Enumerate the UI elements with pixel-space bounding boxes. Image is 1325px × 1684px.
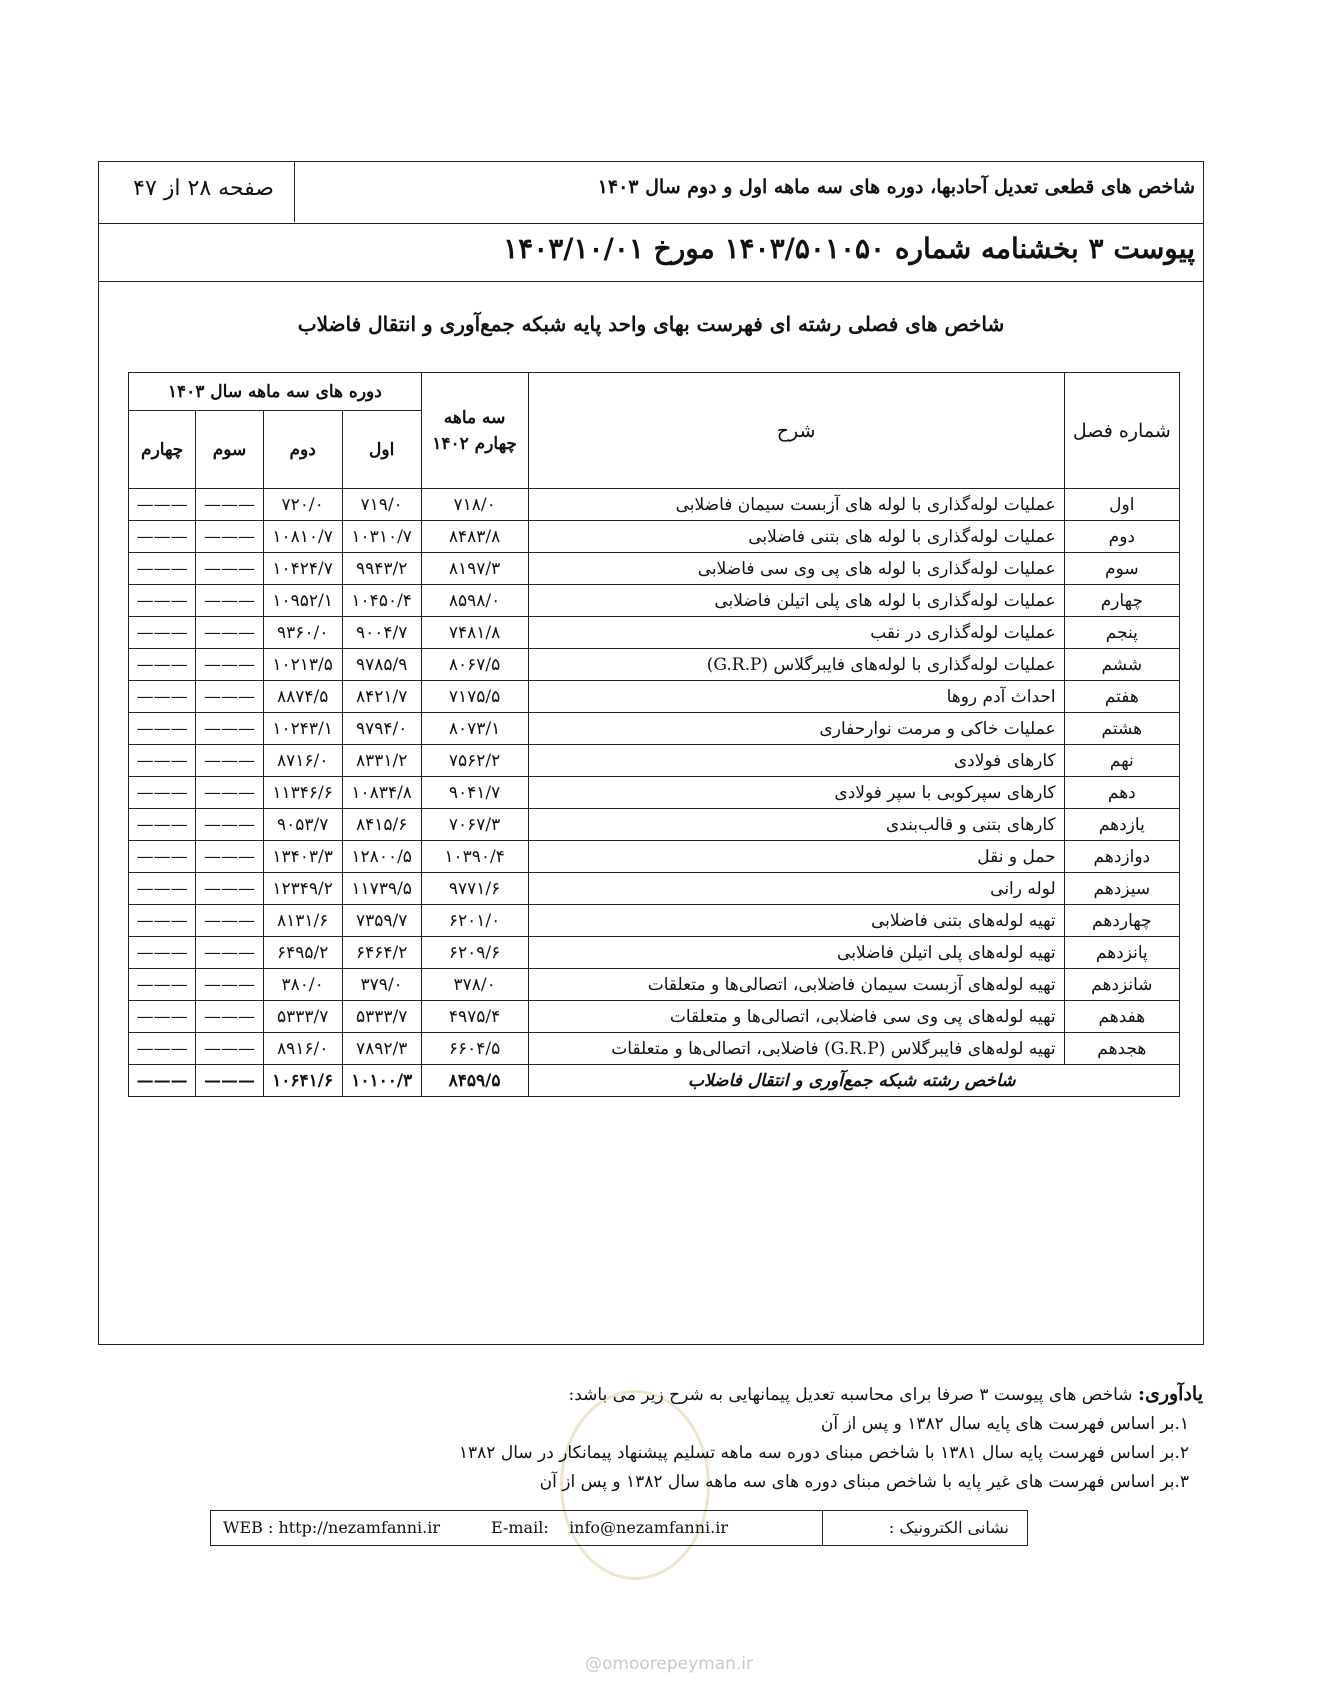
- q1-cell: ۷۳۵۹/۷: [342, 905, 421, 937]
- chapter-cell: پنجم: [1064, 617, 1179, 649]
- q4-cell: ———: [129, 585, 196, 617]
- attachment-row: [99, 224, 1203, 282]
- chapter-cell: چهارم: [1064, 585, 1179, 617]
- website-link[interactable]: WEB : http://nezamfanni.ir: [223, 1518, 440, 1537]
- q3-cell: ———: [196, 1001, 263, 1033]
- total-q4: ———: [129, 1065, 196, 1097]
- prev-cell: ۶۲۰۹/۶: [421, 937, 528, 969]
- description-cell: عملیات لوله‌گذاری با لوله‌های فایبرگلاس (G.R.P): [528, 649, 1064, 681]
- q4-cell: ———: [129, 905, 196, 937]
- table-row: [129, 745, 1180, 777]
- description-cell: کارهای سپرکوبی با سپر فولادی: [528, 777, 1064, 809]
- description-cell: تهیه لوله‌های پی وی سی فاضلابی، اتصالی‌ها و متعلقات: [528, 1001, 1064, 1033]
- q2-cell: ۸۷۱۶/۰: [263, 745, 342, 777]
- q4-cell: ———: [129, 553, 196, 585]
- q1-cell: ۱۲۸۰۰/۵: [342, 841, 421, 873]
- table-row: [129, 1001, 1180, 1033]
- table-row: [129, 809, 1180, 841]
- q3-cell: ———: [196, 841, 263, 873]
- chapter-cell: دوازدهم: [1064, 841, 1179, 873]
- description-cell: عملیات لوله‌گذاری در نقب: [528, 617, 1064, 649]
- q3-cell: ———: [196, 617, 263, 649]
- description-cell: احداث آدم روها: [528, 681, 1064, 713]
- prev-cell: ۸۱۹۷/۳: [421, 553, 528, 585]
- q1-cell: ۸۴۱۵/۶: [342, 809, 421, 841]
- q1-cell: ۹۹۴۳/۲: [342, 553, 421, 585]
- q3-cell: ———: [196, 553, 263, 585]
- table-row: [129, 1033, 1180, 1065]
- q3-cell: ———: [196, 521, 263, 553]
- q1-cell: ۱۰۴۵۰/۴: [342, 585, 421, 617]
- table-row: [129, 553, 1180, 585]
- description-cell: تهیه لوله‌های پلی اتیلن فاضلابی: [528, 937, 1064, 969]
- table-row: [129, 969, 1180, 1001]
- q3-cell: ———: [196, 713, 263, 745]
- header-q4: چهارم: [129, 411, 196, 489]
- chapter-cell: سیزدهم: [1064, 873, 1179, 905]
- prev-cell: ۶۲۰۱/۰: [421, 905, 528, 937]
- q4-cell: ———: [129, 937, 196, 969]
- page-number-cell: [99, 162, 295, 222]
- header-description: شرح: [528, 373, 1064, 489]
- q4-cell: ———: [129, 841, 196, 873]
- table-row: [129, 521, 1180, 553]
- prev-cell: ۱۰۳۹۰/۴: [421, 841, 528, 873]
- header-row: [99, 162, 1203, 224]
- q3-cell: ———: [196, 873, 263, 905]
- q1-cell: ۶۴۶۴/۲: [342, 937, 421, 969]
- prev-cell: ۷۱۷۵/۵: [421, 681, 528, 713]
- q3-cell: ———: [196, 1033, 263, 1065]
- prev-cell: ۸۵۹۸/۰: [421, 585, 528, 617]
- index-table: [128, 372, 1180, 1097]
- email-label: E-mail:: [491, 1518, 549, 1537]
- q2-cell: ۳۸۰/۰: [263, 969, 342, 1001]
- q4-cell: ———: [129, 713, 196, 745]
- q2-cell: ۱۰۴۲۴/۷: [263, 553, 342, 585]
- description-cell: عملیات لوله‌گذاری با لوله های بتنی فاضلابی: [528, 521, 1064, 553]
- table-row: [129, 617, 1180, 649]
- q2-cell: ۱۰۸۱۰/۷: [263, 521, 342, 553]
- header-periods: دوره های سه ماهه سال ۱۴۰۳: [129, 373, 422, 411]
- chapter-cell: هشتم: [1064, 713, 1179, 745]
- note-item: ۲.بر اساس فهرست پایه سال ۱۳۸۱ با شاخص مبنای دوره سه ماهه تسلیم پیشنهاد پیمانکار در سال ۱۳۸۲: [458, 1443, 1189, 1463]
- chapter-cell: اول: [1064, 489, 1179, 521]
- prev-cell: ۷۱۸/۰: [421, 489, 528, 521]
- page-frame: [98, 161, 1204, 1345]
- q2-cell: ۱۲۳۴۹/۲: [263, 873, 342, 905]
- q4-cell: ———: [129, 617, 196, 649]
- chapter-cell: هفتم: [1064, 681, 1179, 713]
- q2-cell: ۱۱۳۴۶/۶: [263, 777, 342, 809]
- prev-cell: ۸۰۶۷/۵: [421, 649, 528, 681]
- chapter-cell: یازدهم: [1064, 809, 1179, 841]
- description-cell: کارهای بتنی و قالب‌بندی: [528, 809, 1064, 841]
- chapter-cell: دهم: [1064, 777, 1179, 809]
- chapter-cell: چهاردهم: [1064, 905, 1179, 937]
- description-cell: عملیات لوله‌گذاری با لوله های پلی اتیلن فاضلابی: [528, 585, 1064, 617]
- q1-cell: ۹۰۰۴/۷: [342, 617, 421, 649]
- prev-cell: ۷۵۶۲/۲: [421, 745, 528, 777]
- q4-cell: ———: [129, 969, 196, 1001]
- q4-cell: ———: [129, 1001, 196, 1033]
- notes-section: [459, 1380, 1203, 1497]
- total-q1: ۱۰۱۰۰/۳: [342, 1065, 421, 1097]
- chapter-cell: دوم: [1064, 521, 1179, 553]
- q3-cell: ———: [196, 745, 263, 777]
- header-previous-quarter: [421, 373, 528, 489]
- total-q2: ۱۰۶۴۱/۶: [263, 1065, 342, 1097]
- q3-cell: ———: [196, 649, 263, 681]
- q1-cell: ۹۷۸۵/۹: [342, 649, 421, 681]
- q1-cell: ۵۳۳۳/۷: [342, 1001, 421, 1033]
- note-item: ۳.بر اساس فهرست های غیر پایه با شاخص مبنای دوره های سه ماهه سال ۱۳۸۲ و پس از آن: [539, 1472, 1189, 1492]
- q2-cell: ۱۰۹۵۲/۱: [263, 585, 342, 617]
- q1-cell: ۷۸۹۲/۳: [342, 1033, 421, 1065]
- description-cell: عملیات لوله‌گذاری با لوله های آزبست سیمان فاضلابی: [528, 489, 1064, 521]
- q3-cell: ———: [196, 969, 263, 1001]
- q3-cell: ———: [196, 489, 263, 521]
- header-q1: اول: [342, 411, 421, 489]
- chapter-cell: هفدهم: [1064, 1001, 1179, 1033]
- q4-cell: ———: [129, 809, 196, 841]
- q2-cell: ۶۴۹۵/۲: [263, 937, 342, 969]
- notes-intro: شاخص های پیوست ۳ صرفا برای محاسبه تعدیل پیمانهایی به شرح زیر می باشد:: [568, 1385, 1133, 1405]
- q3-cell: ———: [196, 809, 263, 841]
- q2-cell: ۸۸۷۴/۵: [263, 681, 342, 713]
- q1-cell: ۳۷۹/۰: [342, 969, 421, 1001]
- table-row: [129, 937, 1180, 969]
- prev-cell: ۴۹۷۵/۴: [421, 1001, 528, 1033]
- prev-cell: ۷۰۶۷/۳: [421, 809, 528, 841]
- contact-box: [210, 1510, 1028, 1546]
- chapter-cell: پانزدهم: [1064, 937, 1179, 969]
- email-link[interactable]: info@nezamfanni.ir: [569, 1518, 728, 1537]
- prev-cell: ۸۴۸۳/۸: [421, 521, 528, 553]
- table-row: [129, 841, 1180, 873]
- prev-cell: ۶۶۰۴/۵: [421, 1033, 528, 1065]
- table-row: [129, 489, 1180, 521]
- q2-cell: ۱۰۲۱۳/۵: [263, 649, 342, 681]
- q1-cell: ۱۰۸۳۴/۸: [342, 777, 421, 809]
- description-cell: عملیات خاکی و مرمت نوارحفاری: [528, 713, 1064, 745]
- chapter-cell: نهم: [1064, 745, 1179, 777]
- prev-cell: ۸۰۷۳/۱: [421, 713, 528, 745]
- q1-cell: ۱۱۷۳۹/۵: [342, 873, 421, 905]
- q2-cell: ۹۰۵۳/۷: [263, 809, 342, 841]
- q1-cell: ۹۷۹۴/۰: [342, 713, 421, 745]
- q4-cell: ———: [129, 521, 196, 553]
- q4-cell: ———: [129, 777, 196, 809]
- contact-label: نشانی الکترونیک :: [822, 1511, 1027, 1545]
- header-chapter: شماره فصل: [1064, 373, 1179, 489]
- q3-cell: ———: [196, 777, 263, 809]
- chapter-cell: ششم: [1064, 649, 1179, 681]
- notes-intro-line: [459, 1380, 1203, 1410]
- q4-cell: ———: [129, 489, 196, 521]
- header-q3: سوم: [196, 411, 263, 489]
- attachment-title: پیوست ۳ بخشنامه شماره ۱۴۰۳/۵۰۱۰۵۰ مورخ ۱۴۰۳/۱۰/۰۱: [503, 232, 1195, 265]
- description-cell: لوله رانی: [528, 873, 1064, 905]
- q3-cell: ———: [196, 585, 263, 617]
- q1-cell: ۷۱۹/۰: [342, 489, 421, 521]
- prev-cell: ۹۰۴۱/۷: [421, 777, 528, 809]
- total-prev: ۸۴۵۹/۵: [421, 1065, 528, 1097]
- table-subtitle: شاخص های فصلی رشته ای فهرست بهای واحد پایه شبکه جمع‌آوری و انتقال فاضلاب: [297, 312, 1005, 336]
- q2-cell: ۱۰۲۴۳/۱: [263, 713, 342, 745]
- q3-cell: ———: [196, 905, 263, 937]
- total-q3: ———: [196, 1065, 263, 1097]
- q3-cell: ———: [196, 937, 263, 969]
- header-previous-quarter-text: سه ماهه چهارم ۱۴۰۲: [432, 407, 517, 454]
- note-item: ۱.بر اساس فهرست های پایه سال ۱۳۸۲ و پس از آن: [820, 1414, 1189, 1434]
- q2-cell: ۸۹۱۶/۰: [263, 1033, 342, 1065]
- description-cell: تهیه لوله‌های آزبست سیمان فاضلابی، اتصالی‌ها و متعلقات: [528, 969, 1064, 1001]
- watermark-text: @omoorepeyman.ir: [585, 1654, 754, 1674]
- header-title: شاخص های قطعی تعدیل آحادبها، دوره های سه ماهه اول و دوم سال ۱۴۰۳: [597, 176, 1195, 198]
- q2-cell: ۷۲۰/۰: [263, 489, 342, 521]
- table-row: [129, 873, 1180, 905]
- description-cell: تهیه لوله‌های بتنی فاضلابی: [528, 905, 1064, 937]
- header-q2: دوم: [263, 411, 342, 489]
- total-row: [129, 1065, 1180, 1097]
- table-row: [129, 649, 1180, 681]
- q3-cell: ———: [196, 681, 263, 713]
- q2-cell: ۱۳۴۰۳/۳: [263, 841, 342, 873]
- prev-cell: ۹۷۷۱/۶: [421, 873, 528, 905]
- q4-cell: ———: [129, 649, 196, 681]
- total-description: شاخص رشته شبکه جمع‌آوری و انتقال فاضلاب: [528, 1065, 1180, 1097]
- description-cell: حمل و نقل: [528, 841, 1064, 873]
- q4-cell: ———: [129, 1033, 196, 1065]
- table-row: [129, 777, 1180, 809]
- q1-cell: ۱۰۳۱۰/۷: [342, 521, 421, 553]
- email-line: [491, 1518, 728, 1537]
- prev-cell: ۳۷۸/۰: [421, 969, 528, 1001]
- description-cell: کارهای فولادی: [528, 745, 1064, 777]
- table-row: [129, 713, 1180, 745]
- description-cell: تهیه لوله‌های فایبرگلاس (G.R.P) فاضلابی، اتصالی‌ها و متعلقات: [528, 1033, 1064, 1065]
- q1-cell: ۸۳۳۱/۲: [342, 745, 421, 777]
- page-number: صفحه ۲۸ از ۴۷: [133, 176, 274, 201]
- notes-label: یادآوری:: [1137, 1383, 1203, 1405]
- q2-cell: ۵۳۳۳/۷: [263, 1001, 342, 1033]
- q4-cell: ———: [129, 681, 196, 713]
- q4-cell: ———: [129, 745, 196, 777]
- table-row: [129, 681, 1180, 713]
- chapter-cell: سوم: [1064, 553, 1179, 585]
- table-row: [129, 905, 1180, 937]
- q4-cell: ———: [129, 873, 196, 905]
- chapter-cell: هجدهم: [1064, 1033, 1179, 1065]
- q2-cell: ۹۳۶۰/۰: [263, 617, 342, 649]
- table-row: [129, 585, 1180, 617]
- q1-cell: ۸۴۲۱/۷: [342, 681, 421, 713]
- prev-cell: ۷۴۸۱/۸: [421, 617, 528, 649]
- description-cell: عملیات لوله‌گذاری با لوله های پی وی سی فاضلابی: [528, 553, 1064, 585]
- q2-cell: ۸۱۳۱/۶: [263, 905, 342, 937]
- chapter-cell: شانزدهم: [1064, 969, 1179, 1001]
